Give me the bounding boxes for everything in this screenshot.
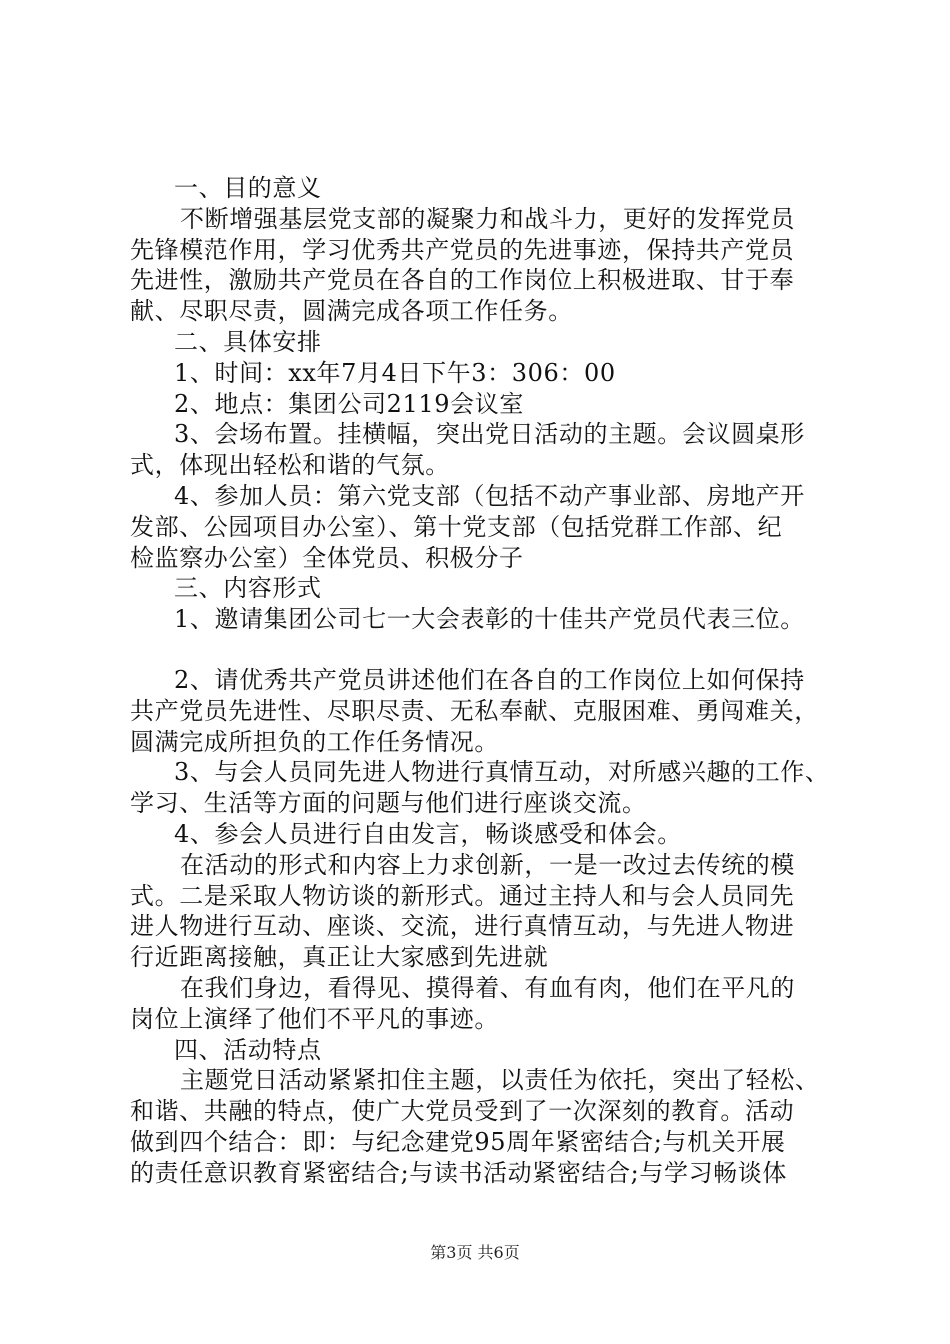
text-line: 先锋模范作用，学习优秀共产党员的先进事迹，保持共产党员 — [130, 235, 795, 264]
text-line: 3、与会人员同先进人物进行真情互动，对所感兴趣的工作、 — [174, 758, 830, 787]
text-line: 的责任意识教育紧密结合;与读书活动紧密结合;与学习畅谈体 — [130, 1158, 787, 1187]
document-body — [130, 173, 830, 1189]
text-line: 不断增强基层党支部的凝聚力和战斗力，更好的发挥党员 — [180, 204, 795, 233]
text-line: 2、请优秀共产党员讲述他们在各自的工作岗位上如何保持 — [174, 665, 805, 694]
text-line: 一、目的意义 — [174, 174, 322, 202]
text-line: 岗位上演绎了他们不平凡的事迹。 — [130, 1004, 499, 1033]
text-line: 共产党员先进性、尽职尽责、无私奉献、克服困难、勇闯难关， — [130, 696, 819, 725]
text-line: 主题党日活动紧紧扣住主题，以责任为依托，突出了轻松、 — [180, 1066, 820, 1095]
text-line: 1、邀请集团公司七一大会表彰的十佳共产党员代表三位。 — [174, 605, 805, 634]
text-line: 4、参会人员进行自由发言，畅谈感受和体会。 — [174, 819, 682, 848]
text-line: 式。二是采取人物访谈的新形式。通过主持人和与会人员同先 — [130, 881, 795, 910]
text-line: 学习、生活等方面的问题与他们进行座谈交流。 — [130, 789, 647, 818]
text-line: 献、尽职尽责，圆满完成各项工作任务。 — [130, 297, 573, 326]
text-line: 在我们身边，看得见、摸得着、有血有肉，他们在平凡的 — [180, 973, 795, 1002]
text-line: 在活动的形式和内容上力求创新，一是一改过去传统的模 — [180, 850, 795, 879]
text-line: 和谐、共融的特点，使广大党员受到了一次深刻的教育。活动 — [130, 1097, 795, 1126]
text-line: 4、参加人员：第六党支部（包括不动产事业部、房地产开 — [174, 481, 805, 510]
text-line: 2、地点：集团公司2119会议室 — [174, 389, 524, 418]
text-line: 三、内容形式 — [174, 574, 322, 603]
blank-line — [130, 635, 830, 665]
text-line: 进人物进行互动、座谈、交流，进行真情互动，与先进人物进 — [130, 912, 795, 941]
text-line: 四、活动特点 — [174, 1035, 322, 1064]
text-line: 先进性，激励共产党员在各自的工作岗位上积极进取、甘于奉 — [130, 266, 795, 295]
text-line: 检监察办公室）全体党员、积极分子 — [130, 543, 524, 572]
text-line: 圆满完成所担负的工作任务情况。 — [130, 727, 499, 756]
text-line: 行近距离接触，真正让大家感到先进就 — [130, 943, 549, 972]
text-line: 二、具体安排 — [174, 327, 322, 356]
text-line: 发部、公园项目办公室）、第十党支部（包括党群工作部、纪 — [130, 512, 783, 541]
text-line: 1、时间：xx年7月4日下午3：306：00 — [174, 358, 616, 387]
text-line: 3、会场布置。挂横幅，突出党日活动的主题。会议圆桌形 — [174, 420, 805, 449]
page-footer: 第3页 共6页 — [430, 1243, 520, 1262]
text-line: 做到四个结合：即：与纪念建党95周年紧密结合;与机关开展 — [130, 1127, 786, 1156]
text-line: 式，体现出轻松和谐的气氛。 — [130, 451, 450, 480]
